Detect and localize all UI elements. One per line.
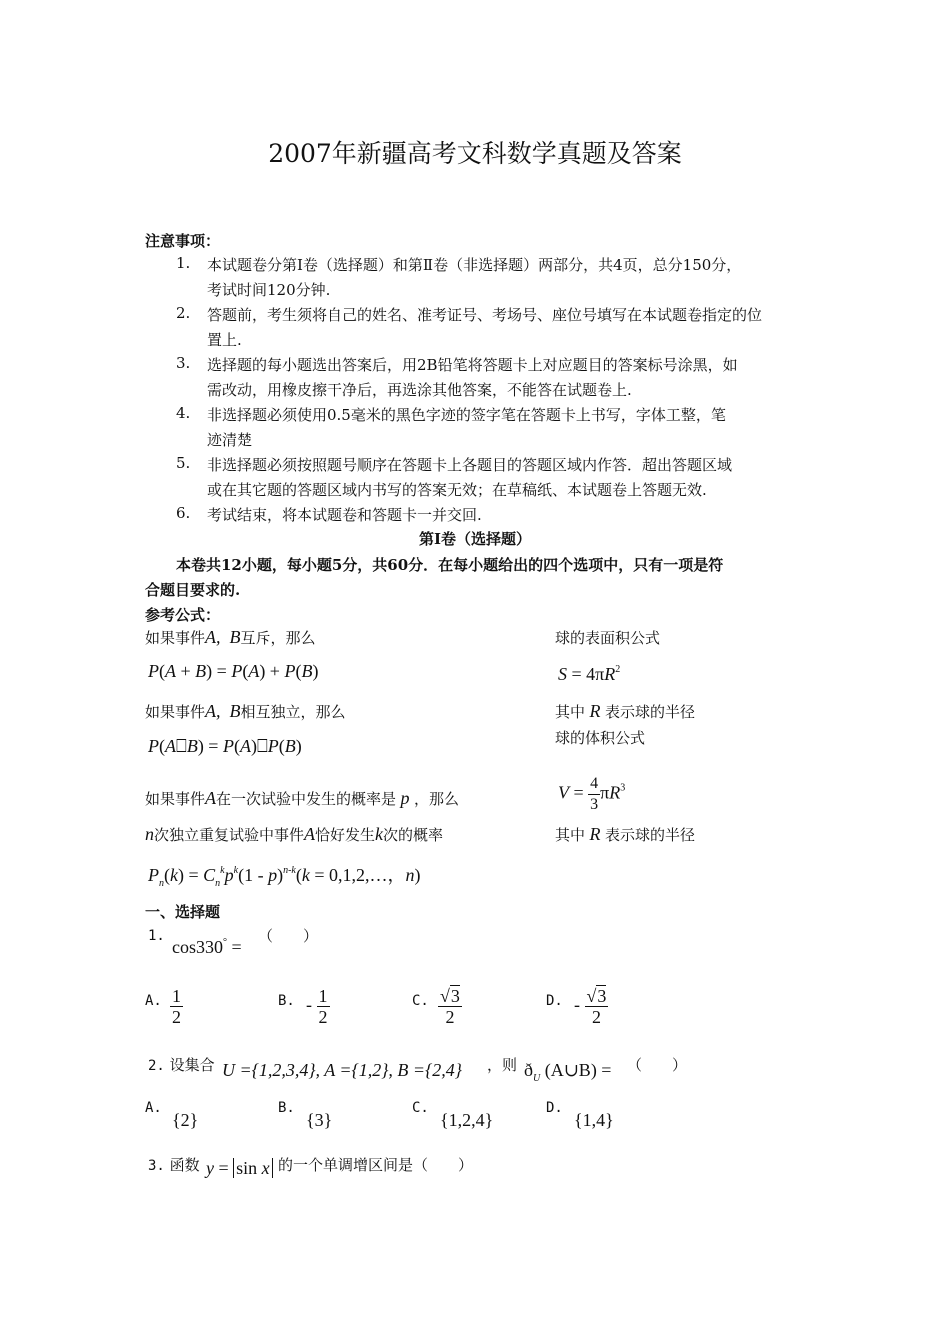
q1-option-a-label: A. [145,993,162,1009]
notice-item-5-num: 5. [176,454,191,472]
formula-mutex-post: 互斥，那么 [240,629,316,647]
q2-text: 设集合 [169,1056,215,1074]
formula-indep-pre: 如果事件 [145,703,206,721]
q1-option-d-label: D. [546,993,563,1009]
formula-radius2-r: R [585,824,606,844]
q1-option-b-value [306,986,330,1027]
formula-binomial: $P_n(k) = C_n^kp^k(1 - p)^{n-k}(k$ = 0,1,2,…，n) [148,865,421,889]
q2-expr: (A∪B) = [544,1060,612,1080]
formula-mutex-pre: 如果事件 [145,629,206,647]
formula-trial-p: p [396,788,415,808]
notice-item-2-line2: 置上. [207,331,242,349]
formula-trial-mid: 在一次试验中发生的概率是 [216,790,397,808]
notice-item-1-line1: 本试题卷分第Ⅰ卷（选择题）和第Ⅱ卷（非选择题）两部分，共4页，总分150分， [207,256,742,274]
notice-item-1-num: 1. [176,254,191,272]
formula-ntimes-a: 次独立重复试验中事件 [154,826,305,844]
formula-sphere-volume-label: 球的体积公式 [555,729,646,747]
q2-option-d-value: {1,4} [574,1110,614,1130]
notice-item-1-line2: 考试时间120分钟. [207,281,331,299]
q2-sets: U ={1,2,3,4}, A ={1,2}, B ={2,4} [222,1060,462,1080]
q1-expression: cos330° = [172,937,242,957]
formula-sphere-area-label: 球的表面积公式 [555,629,661,647]
q1-option-d-value: - $\frac{√3}{2}$ [574,986,607,1027]
formula-ntimes-event: A [304,824,316,844]
formula-multiplication: P(A⎕B) = P(A)⎕P(B) [148,736,302,756]
formula-radius2-post: 表示球的半径 [605,826,696,844]
formula-sphere-volume: V = $\frac{4}{3}$ $\pi R^3$ [558,775,626,813]
formula-radius-pre: 其中 [555,703,586,721]
formula-radius-r: R [585,701,606,721]
formula-indep-post: 相互独立，那么 [240,703,346,721]
notice-item-3-line2: 需改动，用橡皮擦干净后，再选涂其他答案，不能答在试题卷上. [207,381,632,399]
notice-item-4-line1: 非选择题必须使用0.5毫米的黑色字迹的签字笔在答题卡上书写，字体工整，笔 [207,406,726,424]
notice-item-5-line2: 或在其它题的答题区域内书写的答案无效；在草稿纸、本试题卷上答题无效. [207,481,707,499]
notice-item-4-num: 4. [176,404,191,422]
q1-option-d-sign: - [574,994,580,1015]
q2-paren: （ ） [627,1056,688,1074]
section-intro-line2: 合题目要求的. [145,581,241,599]
q1-option-b-label: B. [278,993,295,1009]
q2-expression: $ð_U$ (A∪B) = [524,1060,612,1084]
q2-option-d-label: D. [546,1100,563,1116]
q1-option-a-num: 1 [172,986,181,1006]
formula-ntimes-k: k [375,824,384,844]
q1-option-c-den: 2 [445,1007,455,1027]
notice-item-2-num: 2. [176,304,191,322]
notice-item-5-line1: 非选择题必须按照题号顺序在答题卡上各题目的答题区域内作答．超出答题区域 [207,456,733,474]
q1-number: 1. [148,928,165,944]
formula-radius-post: 表示球的半径 [605,703,696,721]
q2-number: 2. [148,1058,165,1074]
q1-option-d-num: 3 [597,986,607,1006]
q1-option-c-num: 3 [450,986,460,1006]
formula-mutex-line [145,627,316,648]
q2-option-a-label: A. [145,1100,162,1116]
q2-then: ，则 [487,1056,518,1074]
q1-option-b-num: 1 [318,986,328,1006]
formula-radius2-pre: 其中 [555,826,586,844]
formula-ntimes-c: 次的概率 [383,826,444,844]
notice-item-4-line2: 迹清楚 [207,431,253,449]
notice-item-3-line1: 选择题的每小题选出答案后，用2B铅笔将答题卡上对应题目的答案标号涂黑，如 [207,356,738,374]
formulas-heading: 参考公式： [145,606,221,624]
formula-trial-pre: 如果事件 [145,790,206,808]
q2-option-c-label: C. [412,1100,429,1116]
notice-item-2-line1: 答题前，考生须将自己的姓名、准考证号、考场号、座位号填写在本试题卷指定的位 [207,306,763,324]
formula-ntimes-line [145,824,443,845]
formula-sphere-area: $S = 4\pi R^2$ [558,664,621,684]
section-intro-line1: 本卷共12小题，每小题5分，共60分．在每小题给出的四个选项中，只有一项是符 [176,556,724,574]
part1-heading: 一、选择题 [145,903,221,921]
notice-heading: 注意事项： [145,232,221,250]
q2-number-text [148,1054,215,1075]
formula-radius2-line [555,824,695,845]
q1-option-b-sign: - [306,994,312,1015]
q2-option-c-value: {1,2,4} [440,1110,494,1130]
formula-ntimes-b: 恰好发生 [315,826,376,844]
q3-post: 的一个单调增区间是（ ） [278,1156,474,1174]
q1-option-a-den: 2 [172,1007,181,1027]
q3-number: 3. [148,1158,165,1174]
formula-trial-event: A [205,788,217,808]
q2-option-a-value: {2} [172,1110,199,1130]
q3-text: 函数 [169,1156,200,1174]
q1-option-b-den: 2 [318,1007,328,1027]
q2-option-b-value: {3} [306,1110,333,1130]
formula-indep-events: A, B [205,701,241,721]
formula-addition: P(A + B) = P(A) + P(B) [148,661,319,681]
q2-option-b-label: B. [278,1100,295,1116]
formula-ntimes-n: n [145,824,154,844]
q3-function: y = sin x [206,1158,273,1179]
formula-trial-post: ，那么 [414,790,460,808]
formula-mutex-events: A, B [205,627,241,647]
q1-expr: cos330 [172,937,223,957]
q3-number-text [148,1154,200,1175]
notice-item-6-num: 6. [176,504,191,522]
page-title: 2007年新疆高考文科数学真题及答案 [268,139,682,168]
q1-option-c-label: C. [412,993,429,1009]
notice-item-6-line1: 考试结束，将本试题卷和答题卡一并交回. [207,506,482,524]
formula-trial-line [145,788,459,809]
q1-option-c-value: $\frac{√3}{2}$ [440,986,460,1027]
formula-indep-line [145,701,346,722]
q1-option-a-value [170,986,183,1027]
q1-option-d-den: 2 [591,1007,601,1027]
formula-radius-line [555,701,695,722]
notice-item-3-num: 3. [176,354,191,372]
q1-eq: = [231,937,242,957]
q1-paren: （ ） [258,927,319,945]
section-heading: 第Ⅰ卷（选择题） [418,530,532,548]
